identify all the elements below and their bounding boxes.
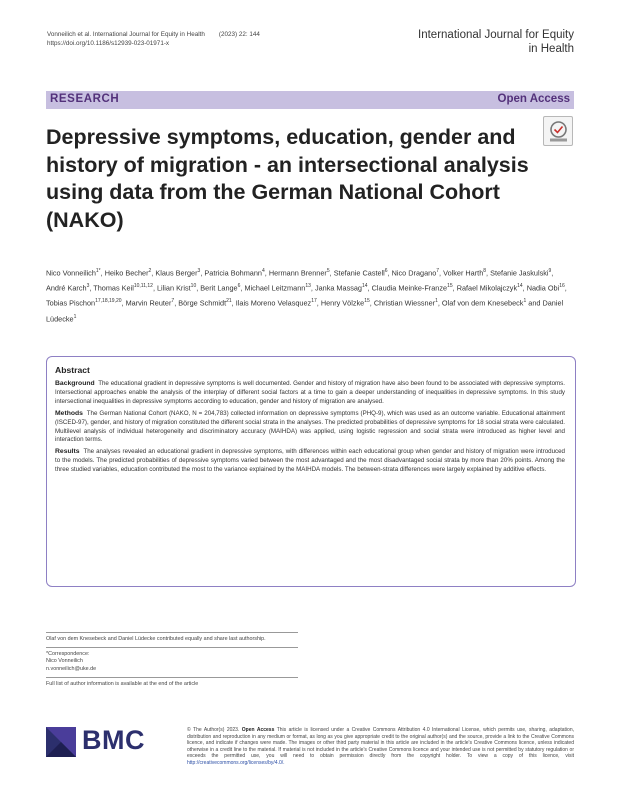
abstract-box	[46, 356, 576, 587]
abstract-background: Background The educational gradient in depressive symptoms is well documented. Gender and history of migration have also been found to be associated with depressive symptoms. Intersectional approaches enable the analysis of the interplay of different social factors at a time to gain a deeper understanding of inequalities in depressive symptoms. In this study intersectional inequalities in depressive symptoms according to education, gender and history of migration are analysed.	[55, 380, 565, 405]
author-name[interactable]: Börge Schmidt	[178, 298, 227, 308]
author-affiliation: 10	[190, 283, 197, 290]
abstract-results: Results The analyses revealed an educational gradient in depressive symptoms, with differences within each educational group when gender and history of migration were introduced to the models. The predicted probabilities of depressive symptoms varied between the most advantaged and the most disadvantaged social strata by more than 20% points. Among the three studied variables, education contributed the most to the variance explained by the MAIHDA models. The between-strata differences were largely explained by additive effects.	[55, 448, 565, 474]
author-affiliation: 2	[148, 268, 152, 274]
author-affiliation: 17	[311, 298, 317, 305]
author-affiliation: 21	[226, 298, 232, 305]
author-affiliation: 16	[559, 283, 565, 290]
article-type-label: RESEARCH	[50, 93, 120, 105]
bmc-logo-icon	[46, 727, 76, 757]
author-name[interactable]: Ilais Moreno Velasquez	[235, 298, 312, 308]
author-name[interactable]: Patricia Bohmann	[204, 268, 262, 278]
author-name[interactable]: Michael Leitzmann	[244, 283, 306, 293]
author-affiliation: 14	[517, 283, 523, 290]
author-name[interactable]: Stefanie Jaskulski	[490, 268, 549, 278]
bmc-logo-text: BMC	[82, 725, 145, 755]
footnote-divider	[46, 647, 298, 648]
citation-line: Vonneilich et al. International Journal for Equity in Health (2023) 22: 144	[47, 31, 260, 38]
open-access-label: Open Access	[497, 93, 570, 105]
author-list: Nico Vonneilich$^{1*}$, Heiko Becher$^2$, Klaus Berger$^3$, Patricia Bohmann$^4$, Hermann Brenner$^5$, Stefanie Castell$^6$, Nico Dragano$^7$, Volker Harth$^8$, Stefanie Jaskulski$^9$, André Karch$^3$, Thomas Keil$^{10,11,12}$, Lilian Krist$^{10}$, Berit Lange$^6$, Michael Leitzmann$^{13}$, Janka Massag$^{14}$, Claudia Meinke-Franze$^{15}$, Rafael Mikolajczyk$^{14}$, Nadia Obi$^{16}$, Tobias Pischon$^{17,18,19,20}$, Marvin Reuter$^7$, Börge Schmidt$^{21}$, Ilais Moreno Velasquez$^{17}$, Henry Völzke$^{15}$, Christian Wiessner$^1$, Olaf von dem Knesebeck$^1$ and Daniel Lüdecke$^1$	[46, 268, 567, 324]
correspondence: *Correspondence: Nico Vonneilich n.vonneilich@uke.de	[46, 651, 306, 673]
doi-link[interactable]: https://doi.org/10.1186/s12939-023-01971-x	[47, 40, 170, 47]
running-header	[47, 30, 347, 48]
author-affiliation: 13	[305, 283, 311, 290]
author-affiliation: 8	[483, 268, 487, 274]
author-affiliation: 4	[262, 268, 265, 274]
check-for-updates-icon[interactable]	[543, 116, 573, 146]
license-link[interactable]: http://creativecommons.org/licenses/by/4.0/.	[187, 759, 285, 766]
author-affiliation: 7	[436, 268, 440, 274]
author-affiliation: 9	[548, 268, 552, 274]
abstract-heading: Abstract	[55, 365, 90, 375]
author-affiliation: 14	[362, 283, 368, 290]
journal-name: International Journal for Equity in Health	[418, 29, 574, 55]
author-name[interactable]: Claudia Meinke-Franze	[371, 283, 448, 293]
license-text: © The Author(s) 2023. Open Access This article is licensed under a Creative Commons Attribution 4.0 International License, which permits use, sharing, adaptation, distribution and reproduction in any medium or format, as long as you give appropriate credit to the original author(s) and the source, provide a link to the Creative Commons licence, and indicate if changes were made. The images or other third party material in this article are included in the article's Creative Commons licence, unless indicated otherwise in a credit line to the material. If material is not included in the article's Creative Commons licence and your intended use is not permitted by statutory regulation or exceeds the permitted use, you will need to obtain permission directly from the copyright holder. To view a copy of this licence, visit http://creativecommons.org/licenses/by/4.0/.	[187, 727, 574, 766]
footnotes	[46, 632, 306, 688]
author-affiliation: 17,18,19,20	[95, 298, 122, 305]
author-affiliation: 10,11,12	[133, 283, 153, 290]
equal-contribution-note: Olaf von dem Knesebeck and Daniel Lüdecke contributed equally and share last authorship.	[46, 635, 266, 642]
author-affiliation: 15	[364, 298, 370, 305]
author-affiliation: 1*	[95, 268, 101, 274]
author-affiliation: 1	[523, 298, 527, 305]
author-name[interactable]: Rafael Mikolajczyk	[456, 283, 518, 293]
author-name[interactable]: Christian Wiessner	[373, 298, 436, 308]
author-name[interactable]: Hermann Brenner	[268, 268, 327, 278]
abstract-methods: Methods The German National Cohort (NAKO, N = 204,783) collected information on depressive symptoms (PHQ-9), which was used as an outcome variable. Educational attainment (ISCED-97), gender, and history of migration constituted the different social strata in the analyses. The predicted probabilities of depressive symptoms for 18 social strata were calculated. Multilevel analysis of individual heterogeneity and discriminatory accuracy (MAIHDA) was applied, using logistic regression and social strata were introduced as higher level and interaction terms.	[55, 409, 565, 444]
author-conjunction: and	[528, 298, 541, 308]
author-affiliation: 1	[435, 298, 438, 305]
author-name[interactable]: Marvin Reuter	[125, 298, 172, 308]
author-name[interactable]: Janka Massag	[314, 283, 362, 293]
author-name[interactable]: Berit Lange	[200, 283, 238, 293]
author-affiliation: 3	[197, 268, 201, 274]
author-name[interactable]: Lilian Krist	[157, 283, 191, 293]
correspondence-email[interactable]: n.vonneilich@uke.de	[46, 665, 97, 672]
author-name[interactable]: Thomas Keil	[93, 283, 134, 293]
author-affiliation: 7	[171, 298, 175, 305]
author-name[interactable]: Olaf von dem Knesebeck	[441, 298, 524, 308]
author-name[interactable]: Nico Dragano	[391, 268, 437, 278]
author-name[interactable]: Tobias Pischon	[46, 298, 96, 308]
author-name[interactable]: Volker Harth	[443, 268, 484, 278]
author-affiliation: 3	[86, 283, 90, 290]
author-name[interactable]: Stefanie Castell	[333, 268, 385, 278]
author-name[interactable]: Nico Vonneilich	[46, 268, 96, 278]
article-title: Depressive symptoms, education, gender and history of migration - an intersectional analysis using data from the German National Cohort (NAKO)	[46, 125, 529, 232]
footnote-divider	[46, 677, 298, 678]
author-affiliation: 6	[237, 283, 241, 290]
author-affiliation: 1	[73, 313, 77, 320]
author-affiliation: 6	[384, 268, 388, 274]
author-name[interactable]: Daniel Lüdecke	[46, 298, 564, 324]
author-affiliation: 15	[447, 283, 453, 290]
author-name[interactable]: Klaus Berger	[155, 268, 198, 278]
footnote-divider	[46, 632, 298, 633]
author-name[interactable]: Heiko Becher	[104, 268, 149, 278]
author-name[interactable]: Nadia Obi	[526, 283, 560, 293]
author-name[interactable]: Henry Völzke	[320, 298, 365, 308]
article-type-banner	[46, 91, 574, 109]
author-affiliation: 5	[326, 268, 330, 274]
publisher-logo	[46, 727, 166, 759]
author-name[interactable]: André Karch	[46, 283, 87, 293]
author-info-note: Full list of author information is available at the end of the article	[46, 681, 199, 688]
